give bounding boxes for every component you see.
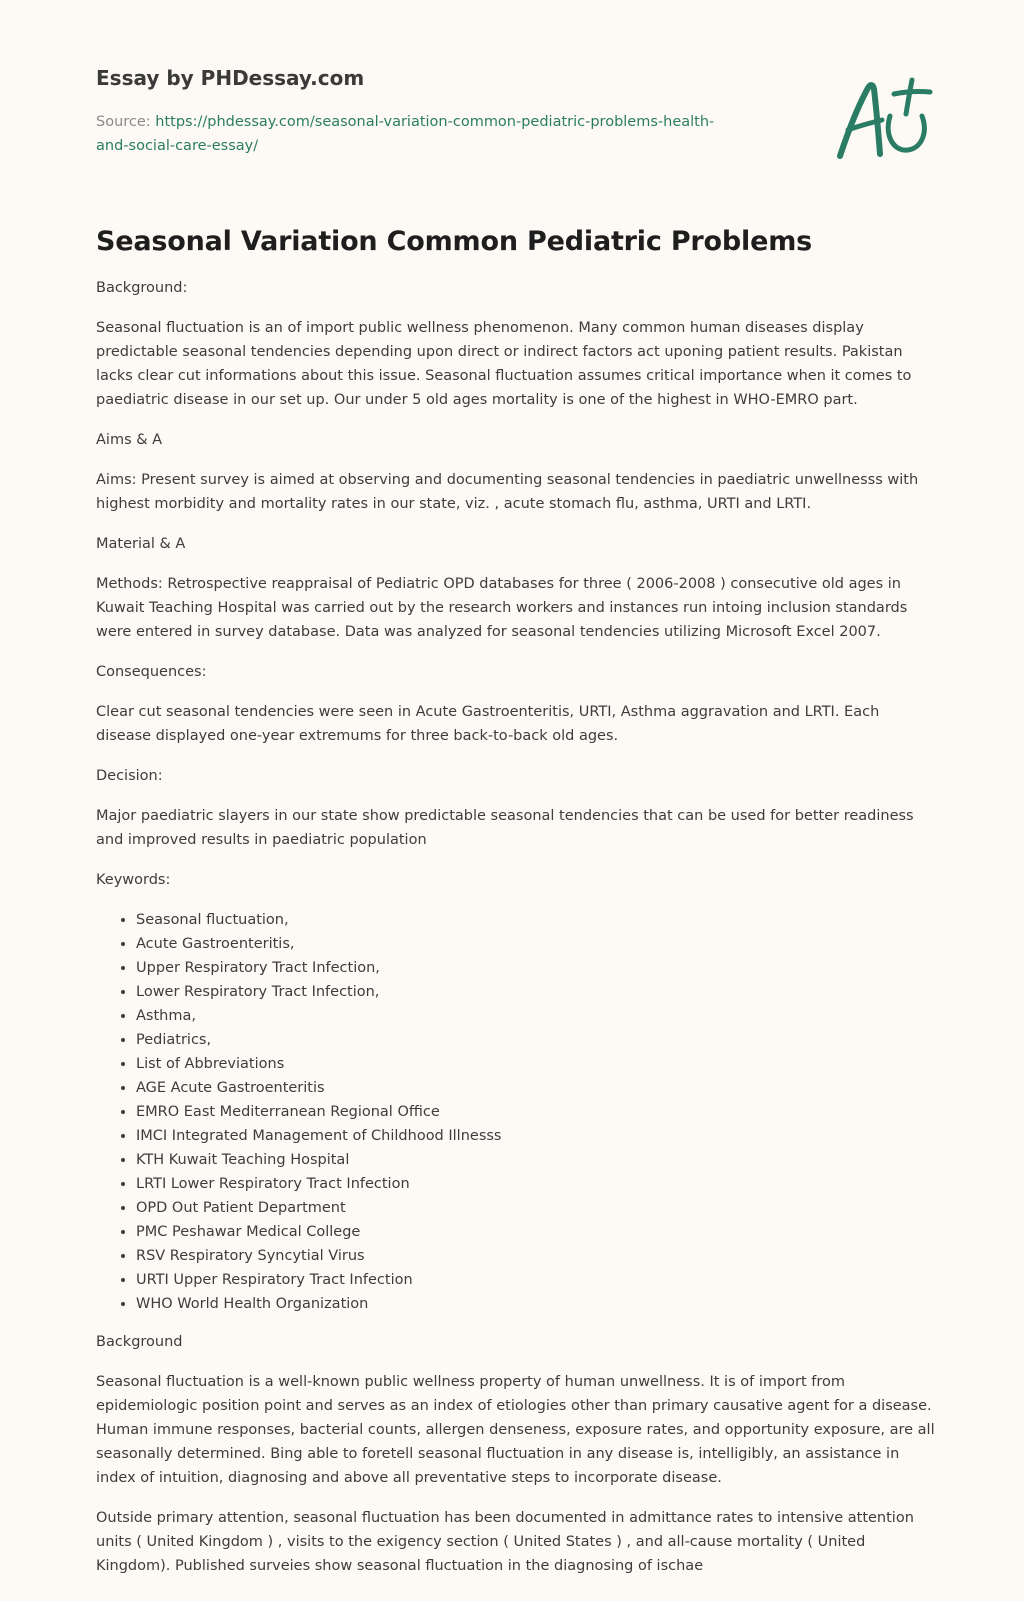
keyword-item: • EMRO East Mediterranean Regional Office [136, 1100, 936, 1124]
keyword-item: • List of Abbreviations [136, 1052, 936, 1076]
source-link-line1: https://phdessay.com/seasonal-variation-common-pediatric-problems-health- [155, 114, 715, 130]
paragraph: Outside primary attention, seasonal fluctuation has been documented in admittance rates to intensive attention units ( United Kingdom ) , visits to the exigency section ( United States ) , and all-cause mortality ( United Kingdom). Published surveies show seasonal fluctuation in the diagnosing of ischae [96, 1510, 914, 1574]
a-plus-logo-icon [824, 70, 934, 170]
keyword-item: • URTI Upper Respiratory Tract Infection [136, 1268, 936, 1292]
keyword-item: • Upper Respiratory Tract Infection, [136, 956, 936, 980]
keyword-item: • Pediatrics, [136, 1028, 936, 1052]
site-header [96, 0, 936, 200]
section-heading: Aims & A [96, 432, 163, 448]
keyword-item: • LRTI Lower Respiratory Tract Infection [136, 1172, 936, 1196]
section-heading: Consequences: [96, 664, 207, 680]
section-heading: Background [96, 1334, 183, 1350]
keyword-item: • AGE Acute Gastroenteritis [136, 1076, 936, 1100]
keyword-item: • Lower Respiratory Tract Infection, [136, 980, 936, 1004]
keyword-item: • Asthma, [136, 1004, 936, 1028]
source-line [96, 110, 756, 158]
paragraph: Seasonal fluctuation is an of import public wellness phenomenon. Many common human diseases display predictable seasonal tendencies depending upon direct or indirect factors act uponing patient results. Pakistan lacks clear cut informations about this issue. Seasonal fluctuation assumes critical importance when it comes to paediatric disease in our set up. Our under 5 old ages mortality is one of the highest in WHO-EMRO part. [96, 320, 912, 408]
keyword-item: • WHO World Health Organization [136, 1292, 936, 1316]
keyword-list [96, 908, 936, 1316]
essay-body [96, 276, 936, 1594]
section-heading: Background: [96, 280, 188, 296]
keyword-item: • Acute Gastroenteritis, [136, 932, 936, 956]
keyword-item: • IMCI Integrated Management of Childhood Illnesss [136, 1124, 936, 1148]
paragraph: Aims: Present survey is aimed at observing and documenting seasonal tendencies in paediatric unwellnesss with highest morbidity and mortality rates in our state, viz. , acute stomach flu, asthma, URTI and LRTI. [96, 472, 919, 512]
source-link[interactable] [96, 114, 714, 154]
keyword-item: • Seasonal fluctuation, [136, 908, 936, 932]
section-heading: Keywords: [96, 872, 171, 888]
keyword-item: • KTH Kuwait Teaching Hospital [136, 1148, 936, 1172]
paragraph: Methods: Retrospective reappraisal of Pediatric OPD databases for three ( 2006-2008 ) consecutive old ages in Kuwait Teaching Hospital was carried out by the research workers and instances run intoing inclusion standards were entered in survey database. Data was analyzed for seasonal tendencies utilizing Microsoft Excel 2007. [96, 576, 908, 640]
keyword-item: • PMC Peshawar Medical College [136, 1220, 936, 1244]
keyword-item: • OPD Out Patient Department [136, 1196, 936, 1220]
paragraph: Clear cut seasonal tendencies were seen in Acute Gastroenteritis, URTI, Asthma aggravation and LRTI. Each disease displayed one-year extremums for three back-to-back old ages. [96, 704, 880, 744]
site-title: Essay by PHDessay.com [96, 66, 365, 90]
source-link-line2: and-social-care-essay/ [96, 138, 259, 154]
page [96, 0, 936, 1574]
section-heading: Material & A [96, 536, 186, 552]
section-heading: Decision: [96, 768, 163, 784]
paragraph: Seasonal fluctuation is a well-known public wellness property of human unwellness. It is of import from epidemiologic position point and serves as an index of etiologies other than primary causative agent for a disease. Human immune responses, bacterial counts, allergen denseness, exposure rates, and opportunity exposure, are all seasonally determined. Bing able to foretell seasonal fluctuation in any disease is, intelligibly, an assistance in index of intuition, diagnosing and above all preventative steps to incorporate disease. [96, 1374, 935, 1486]
keyword-item: • RSV Respiratory Syncytial Virus [136, 1244, 936, 1268]
source-label: Source: [96, 114, 151, 130]
essay-title: Seasonal Variation Common Pediatric Problems [96, 226, 812, 257]
paragraph: Major paediatric slayers in our state show predictable seasonal tendencies that can be used for better readiness and improved results in paediatric population [96, 808, 914, 848]
